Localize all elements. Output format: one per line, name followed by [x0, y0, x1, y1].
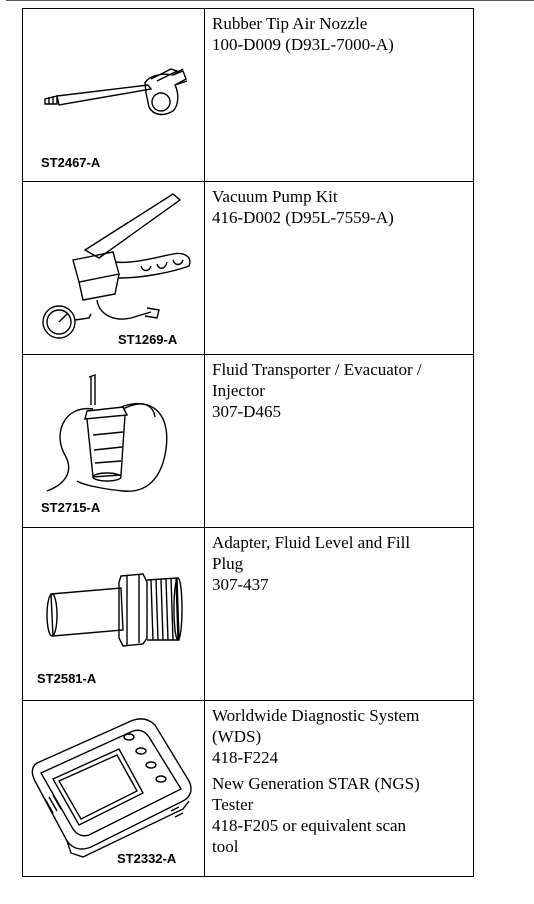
tool-description-cell: [205, 9, 474, 182]
tool-part-number: 100-D009 (D93L-7000-A): [212, 35, 394, 54]
tool-name: Fluid Transporter / Evacuator /: [212, 360, 422, 379]
tool-figure-cell: [23, 528, 205, 701]
tool-part-number: 307-D465: [212, 402, 281, 421]
alt-tool-name: New Generation STAR (NGS): [212, 774, 420, 793]
tool-part-number: 307-437: [212, 575, 269, 594]
tool-description-cell: [205, 701, 474, 877]
vacuum-pump-icon: [23, 182, 204, 355]
table-row: [23, 9, 474, 182]
diagnostic-scan-tool-icon: [23, 701, 204, 877]
tool-name: Worldwide Diagnostic System: [212, 706, 420, 725]
alt-tool-part-number: 418-F205 or equivalent scan: [212, 816, 407, 835]
table-row: [23, 182, 474, 355]
tool-figure-cell: [23, 701, 205, 877]
special-tools-table: [22, 8, 474, 877]
figure-id-label: ST2581-A: [37, 671, 97, 686]
alt-tool-name-cont: Tester: [212, 795, 254, 814]
page-top-rule: [6, 0, 534, 1]
figure-id-label: ST2332-A: [117, 851, 177, 866]
tool-figure-cell: [23, 182, 205, 355]
tool-figure-cell: [23, 9, 205, 182]
figure-id-label: ST1269-A: [118, 332, 178, 347]
tool-name: Adapter, Fluid Level and Fill: [212, 533, 411, 552]
table-row: [23, 355, 474, 528]
alt-tool-part-number-cont: tool: [212, 837, 239, 856]
table-row: [23, 701, 474, 877]
tool-name-cont: (WDS): [212, 727, 262, 746]
tool-name: Vacuum Pump Kit: [212, 187, 338, 206]
tool-description-cell: [205, 528, 474, 701]
tool-part-number: 418-F224: [212, 748, 279, 767]
tool-name: Rubber Tip Air Nozzle: [212, 14, 368, 33]
figure-id-label: ST2467-A: [41, 155, 101, 170]
figure-id-label: ST2715-A: [41, 500, 101, 515]
tool-name-cont: Injector: [212, 381, 265, 400]
tool-name-cont: Plug: [212, 554, 244, 573]
tool-part-number: 416-D002 (D95L-7559-A): [212, 208, 394, 227]
tool-figure-cell: [23, 355, 205, 528]
tool-description-cell: [205, 355, 474, 528]
table-row: [23, 528, 474, 701]
tool-description-cell: [205, 182, 474, 355]
